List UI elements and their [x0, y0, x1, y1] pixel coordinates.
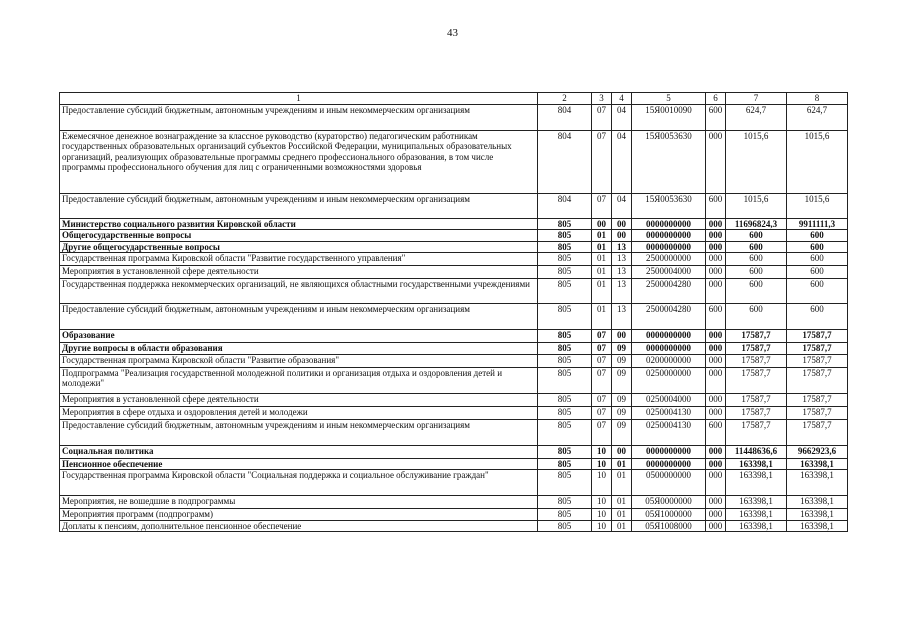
subsection-cell: 09	[612, 393, 632, 406]
item-name-cell: Социальная политика	[60, 445, 538, 458]
subsection-cell: 13	[612, 241, 632, 253]
amount-cell-2021: 600	[726, 230, 787, 242]
amount-cell-2022: 163398,1	[787, 470, 848, 496]
amount-cell-2021: 600	[726, 279, 787, 304]
header-cell: 8	[787, 93, 848, 105]
expense-type-cell: 000	[706, 458, 726, 470]
subsection-cell: 13	[612, 253, 632, 266]
table-row	[60, 130, 848, 193]
table-row	[60, 520, 848, 532]
target-article-cell: 0250004130	[632, 419, 706, 445]
target-article-cell: 0000000000	[632, 343, 706, 355]
item-name-cell: Предоставление субсидий бюджетным, автономным учреждениям и иным некоммерческим организациям	[60, 304, 538, 330]
ministry-code-cell: 805	[538, 367, 592, 393]
amount-cell-2022: 17587,7	[787, 419, 848, 445]
header-cell: 7	[726, 93, 787, 105]
ministry-code-cell: 805	[538, 330, 592, 343]
expense-type-cell: 000	[706, 367, 726, 393]
subsection-cell: 09	[612, 367, 632, 393]
expense-type-cell: 000	[706, 393, 726, 406]
amount-cell-2021: 11448636,6	[726, 445, 787, 458]
target-article-cell: 0000000000	[632, 445, 706, 458]
ministry-code-cell: 804	[538, 130, 592, 193]
ministry-code-cell: 805	[538, 496, 592, 509]
table-row	[60, 393, 848, 406]
section-cell: 01	[592, 266, 612, 279]
subsection-cell: 09	[612, 343, 632, 355]
section-cell: 01	[592, 304, 612, 330]
ministry-code-cell: 805	[538, 509, 592, 521]
target-article-cell: 15Я0010090	[632, 104, 706, 130]
target-article-cell: 05Я1000000	[632, 509, 706, 521]
item-name-cell: Министерство социального развития Кировской области	[60, 218, 538, 230]
amount-cell-2021: 17587,7	[726, 393, 787, 406]
item-name-cell: Мероприятия в сфере отдыха и оздоровления детей и молодежи	[60, 406, 538, 419]
expense-type-cell: 000	[706, 266, 726, 279]
item-name-cell: Доплаты к пенсиям, дополнительное пенсионное обеспечение	[60, 520, 538, 532]
target-article-cell: 0500000000	[632, 470, 706, 496]
item-name-cell: Государственная программа Кировской области "Развитие образования"	[60, 354, 538, 367]
section-cell: 07	[592, 330, 612, 343]
amount-cell-2022: 1015,6	[787, 193, 848, 218]
amount-cell-2021: 600	[726, 266, 787, 279]
item-name-cell: Мероприятия, не вошедшие в подпрограммы	[60, 496, 538, 509]
item-name-cell: Образование	[60, 330, 538, 343]
amount-cell-2022: 17587,7	[787, 343, 848, 355]
header-cell: 1	[60, 93, 538, 105]
expense-type-cell: 000	[706, 509, 726, 521]
amount-cell-2022: 600	[787, 304, 848, 330]
page-number: 43	[447, 27, 458, 39]
ministry-code-cell: 805	[538, 354, 592, 367]
table-row	[60, 354, 848, 367]
target-article-cell: 05Я1008000	[632, 520, 706, 532]
section-cell: 10	[592, 496, 612, 509]
subsection-cell: 00	[612, 330, 632, 343]
amount-cell-2021: 600	[726, 304, 787, 330]
subsection-cell: 04	[612, 130, 632, 193]
amount-cell-2022: 600	[787, 230, 848, 242]
expense-type-cell: 000	[706, 130, 726, 193]
ministry-code-cell: 804	[538, 193, 592, 218]
item-name-cell: Государственная поддержка некоммерческих организаций, не являющихся областными государственными учреждениями	[60, 279, 538, 304]
amount-cell-2021: 1015,6	[726, 193, 787, 218]
target-article-cell: 0200000000	[632, 354, 706, 367]
expense-type-cell: 000	[706, 520, 726, 532]
item-name-cell: Мероприятия программ (подпрограмм)	[60, 509, 538, 521]
amount-cell-2022: 163398,1	[787, 509, 848, 521]
ministry-code-cell: 805	[538, 470, 592, 496]
amount-cell-2022: 624,7	[787, 104, 848, 130]
expense-type-cell: 000	[706, 279, 726, 304]
expense-type-cell: 600	[706, 304, 726, 330]
amount-cell-2021: 163398,1	[726, 470, 787, 496]
amount-cell-2021: 624,7	[726, 104, 787, 130]
table-row	[60, 458, 848, 470]
item-name-cell: Предоставление субсидий бюджетным, автономным учреждениям и иным некоммерческим организациям	[60, 104, 538, 130]
section-cell: 07	[592, 343, 612, 355]
target-article-cell: 0250004130	[632, 406, 706, 419]
table-row	[60, 193, 848, 218]
item-name-cell: Предоставление субсидий бюджетным, автономным учреждениям и иным некоммерческим организациям	[60, 193, 538, 218]
subsection-cell: 13	[612, 304, 632, 330]
table-row	[60, 496, 848, 509]
ministry-code-cell: 805	[538, 266, 592, 279]
amount-cell-2021: 17587,7	[726, 354, 787, 367]
target-article-cell: 2500004000	[632, 266, 706, 279]
amount-cell-2022: 600	[787, 241, 848, 253]
target-article-cell: 0250004000	[632, 393, 706, 406]
section-cell: 00	[592, 218, 612, 230]
ministry-code-cell: 805	[538, 230, 592, 242]
amount-cell-2022: 1015,6	[787, 130, 848, 193]
section-cell: 01	[592, 253, 612, 266]
amount-cell-2022: 17587,7	[787, 406, 848, 419]
table-row	[60, 253, 848, 266]
section-cell: 07	[592, 393, 612, 406]
section-cell: 07	[592, 193, 612, 218]
amount-cell-2021: 1015,6	[726, 130, 787, 193]
item-name-cell: Другие общегосударственные вопросы	[60, 241, 538, 253]
table-row	[60, 304, 848, 330]
item-name-cell: Другие вопросы в области образования	[60, 343, 538, 355]
amount-cell-2022: 17587,7	[787, 330, 848, 343]
expense-type-cell: 000	[706, 343, 726, 355]
target-article-cell: 0000000000	[632, 241, 706, 253]
table-row	[60, 419, 848, 445]
subsection-cell: 00	[612, 230, 632, 242]
expense-type-cell: 000	[706, 496, 726, 509]
target-article-cell: 0000000000	[632, 330, 706, 343]
section-cell: 10	[592, 445, 612, 458]
section-cell: 10	[592, 520, 612, 532]
budget-table	[59, 92, 848, 532]
amount-cell-2022: 600	[787, 253, 848, 266]
ministry-code-cell: 805	[538, 406, 592, 419]
expense-type-cell: 000	[706, 218, 726, 230]
item-name-cell: Мероприятия в установленной сфере деятельности	[60, 393, 538, 406]
ministry-code-cell: 805	[538, 218, 592, 230]
expense-type-cell: 000	[706, 330, 726, 343]
table-body	[60, 104, 848, 532]
header-cell: 3	[592, 93, 612, 105]
subsection-cell: 00	[612, 445, 632, 458]
amount-cell-2022: 17587,7	[787, 354, 848, 367]
target-article-cell: 2500004280	[632, 279, 706, 304]
target-article-cell: 2500000000	[632, 253, 706, 266]
header-cell: 6	[706, 93, 726, 105]
ministry-code-cell: 805	[538, 393, 592, 406]
table-row	[60, 509, 848, 521]
target-article-cell: 2500004280	[632, 304, 706, 330]
amount-cell-2022: 163398,1	[787, 458, 848, 470]
target-article-cell: 15Я0053630	[632, 193, 706, 218]
subsection-cell: 09	[612, 406, 632, 419]
expense-type-cell: 600	[706, 193, 726, 218]
target-article-cell: 05Я0000000	[632, 496, 706, 509]
table-row	[60, 445, 848, 458]
subsection-cell: 01	[612, 520, 632, 532]
subsection-cell: 13	[612, 279, 632, 304]
section-cell: 01	[592, 230, 612, 242]
ministry-code-cell: 805	[538, 241, 592, 253]
subsection-cell: 01	[612, 496, 632, 509]
amount-cell-2021: 163398,1	[726, 458, 787, 470]
section-cell: 07	[592, 419, 612, 445]
subsection-cell: 04	[612, 193, 632, 218]
table-row	[60, 470, 848, 496]
amount-cell-2022: 9662923,6	[787, 445, 848, 458]
ministry-code-cell: 805	[538, 279, 592, 304]
amount-cell-2022: 9911111,3	[787, 218, 848, 230]
item-name-cell: Государственная программа Кировской области "Развитие государственного управления"	[60, 253, 538, 266]
expense-type-cell: 000	[706, 253, 726, 266]
subsection-cell: 01	[612, 509, 632, 521]
amount-cell-2022: 600	[787, 266, 848, 279]
subsection-cell: 01	[612, 470, 632, 496]
section-cell: 10	[592, 509, 612, 521]
section-cell: 10	[592, 458, 612, 470]
subsection-cell: 09	[612, 419, 632, 445]
item-name-cell: Государственная программа Кировской области "Социальная поддержка и социальное обслуживание граждан"	[60, 470, 538, 496]
expense-type-cell: 000	[706, 445, 726, 458]
section-cell: 01	[592, 241, 612, 253]
section-cell: 07	[592, 104, 612, 130]
section-cell: 10	[592, 470, 612, 496]
header-cell: 4	[612, 93, 632, 105]
amount-cell-2021: 600	[726, 241, 787, 253]
amount-cell-2021: 163398,1	[726, 520, 787, 532]
table-row	[60, 279, 848, 304]
table-row	[60, 367, 848, 393]
subsection-cell: 00	[612, 218, 632, 230]
table-row	[60, 266, 848, 279]
amount-cell-2021: 17587,7	[726, 406, 787, 419]
subsection-cell: 13	[612, 266, 632, 279]
section-cell: 07	[592, 354, 612, 367]
section-cell: 07	[592, 406, 612, 419]
table-row	[60, 104, 848, 130]
header-cell: 2	[538, 93, 592, 105]
item-name-cell: Общегосударственные вопросы	[60, 230, 538, 242]
amount-cell-2022: 163398,1	[787, 520, 848, 532]
table-row	[60, 218, 848, 230]
ministry-code-cell: 805	[538, 445, 592, 458]
table-row	[60, 330, 848, 343]
target-article-cell: 0250000000	[632, 367, 706, 393]
amount-cell-2021: 17587,7	[726, 367, 787, 393]
target-article-cell: 0000000000	[632, 458, 706, 470]
amount-cell-2022: 17587,7	[787, 367, 848, 393]
expense-type-cell: 600	[706, 104, 726, 130]
table-row	[60, 343, 848, 355]
amount-cell-2022: 600	[787, 279, 848, 304]
item-name-cell: Пенсионное обеспечение	[60, 458, 538, 470]
header-cell: 5	[632, 93, 706, 105]
table-row	[60, 406, 848, 419]
amount-cell-2021: 163398,1	[726, 509, 787, 521]
amount-cell-2021: 11696824,3	[726, 218, 787, 230]
section-cell: 07	[592, 367, 612, 393]
expense-type-cell: 000	[706, 354, 726, 367]
ministry-code-cell: 805	[538, 520, 592, 532]
table-row	[60, 230, 848, 242]
ministry-code-cell: 805	[538, 458, 592, 470]
ministry-code-cell: 805	[538, 343, 592, 355]
expense-type-cell: 000	[706, 406, 726, 419]
item-name-cell: Мероприятия в установленной сфере деятельности	[60, 266, 538, 279]
ministry-code-cell: 805	[538, 419, 592, 445]
subsection-cell: 09	[612, 354, 632, 367]
amount-cell-2021: 163398,1	[726, 496, 787, 509]
table-header-row	[60, 93, 848, 105]
target-article-cell: 0000000000	[632, 218, 706, 230]
section-cell: 01	[592, 279, 612, 304]
amount-cell-2021: 17587,7	[726, 343, 787, 355]
ministry-code-cell: 805	[538, 253, 592, 266]
item-name-cell: Подпрограмма "Реализация государственной молодежной политики и организация отдыха и оздоровления детей и молодежи"	[60, 367, 538, 393]
expense-type-cell: 000	[706, 470, 726, 496]
expense-type-cell: 000	[706, 241, 726, 253]
section-cell: 07	[592, 130, 612, 193]
amount-cell-2022: 17587,7	[787, 393, 848, 406]
subsection-cell: 01	[612, 458, 632, 470]
item-name-cell: Предоставление субсидий бюджетным, автономным учреждениям и иным некоммерческим организациям	[60, 419, 538, 445]
item-name-cell: Ежемесячное денежное вознаграждение за классное руководство (кураторство) педагогическим работникам государственных образовательных организаций субъектов Российской Федерации, муниципальных образовательных организаций, реализующих образовательные программы среднего профессионального образования, в том числе программы профессионального обучения для лиц с ограниченными возможностями здоровья	[60, 130, 538, 193]
amount-cell-2021: 600	[726, 253, 787, 266]
expense-type-cell: 600	[706, 419, 726, 445]
ministry-code-cell: 804	[538, 104, 592, 130]
target-article-cell: 15Я0053630	[632, 130, 706, 193]
target-article-cell: 0000000000	[632, 230, 706, 242]
ministry-code-cell: 805	[538, 304, 592, 330]
amount-cell-2021: 17587,7	[726, 419, 787, 445]
amount-cell-2021: 17587,7	[726, 330, 787, 343]
expense-type-cell: 000	[706, 230, 726, 242]
table-row	[60, 241, 848, 253]
amount-cell-2022: 163398,1	[787, 496, 848, 509]
subsection-cell: 04	[612, 104, 632, 130]
